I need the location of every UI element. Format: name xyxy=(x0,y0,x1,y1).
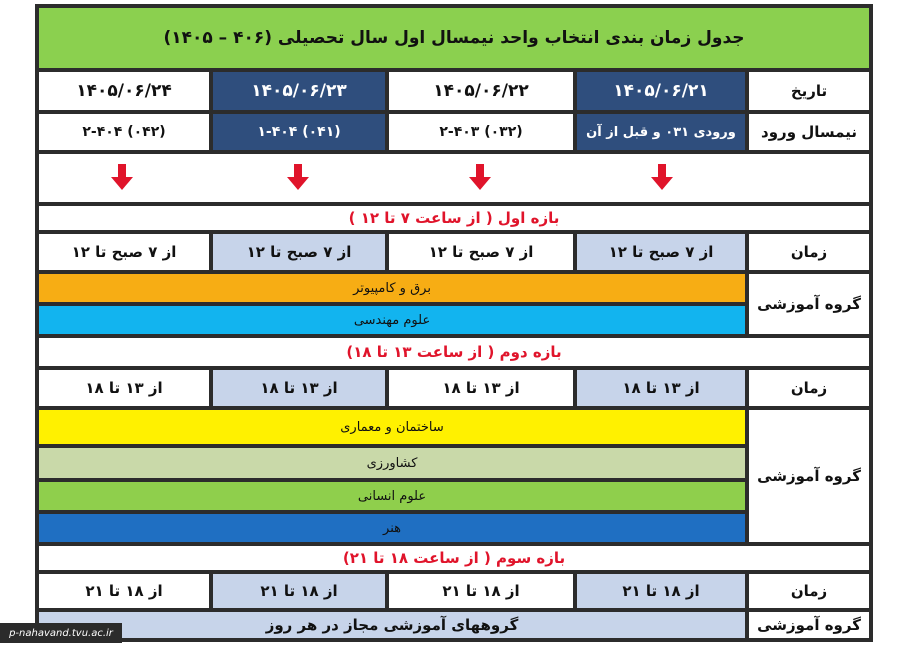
time-label: زمان xyxy=(747,232,871,272)
date-label: تاریخ xyxy=(747,70,871,112)
arrow-down-icon xyxy=(469,164,491,190)
range2-time-3: از ۱۳ تا ۱۸ xyxy=(211,368,387,408)
range3-time-1: از ۱۸ تا ۲۱ xyxy=(575,572,747,610)
date-cell-2: ۱۴۰۵/۰۶/۲۲ xyxy=(387,70,575,112)
date-cell-3: ۱۴۰۵/۰۶/۲۳ xyxy=(211,70,387,112)
range3-title: بازه سوم ( از ساعت ۱۸ تا ۲۱) xyxy=(37,544,871,572)
table-title: جدول زمان بندی انتخاب واحد نیمسال اول سال تحصیلی (۴۰۶ – ۱۴۰۵) xyxy=(37,6,871,70)
arrow-down-icon xyxy=(111,164,133,190)
schedule-table xyxy=(35,4,873,642)
arrow-down-icon xyxy=(651,164,673,190)
range2-time-2: از ۱۳ تا ۱۸ xyxy=(387,368,575,408)
range3-time-4: از ۱۸ تا ۲۱ xyxy=(37,572,211,610)
range1-title: بازه اول ( از ساعت ۷ تا ۱۲ ) xyxy=(37,204,871,232)
semester-label: نیمسال ورود xyxy=(747,112,871,152)
range2-time-1: از ۱۳ تا ۱۸ xyxy=(575,368,747,408)
semester-cell-3: (۰۴۱) ۱-۴۰۴ xyxy=(211,112,387,152)
group-electrical-computer: برق و کامپیوتر xyxy=(37,272,747,304)
group-humanities: علوم انسانی xyxy=(37,480,747,512)
range3-time-2: از ۱۸ تا ۲۱ xyxy=(387,572,575,610)
semester-cell-2: (۰۳۲) ۲-۴۰۳ xyxy=(387,112,575,152)
arrow-row xyxy=(37,152,871,204)
date-cell-1: ۱۴۰۵/۰۶/۲۱ xyxy=(575,70,747,112)
watermark-badge: p-nahavand.tvu.ac.ir xyxy=(0,623,122,643)
group-label: گروه آموزشی xyxy=(747,272,871,336)
group-allowed-daily: گروههای آموزشی مجاز در هر روز xyxy=(37,610,747,640)
time-label: زمان xyxy=(747,368,871,408)
time-label: زمان xyxy=(747,572,871,610)
semester-cell-4: (۰۴۲) ۲-۴۰۴ xyxy=(37,112,211,152)
range3-time-3: از ۱۸ تا ۲۱ xyxy=(211,572,387,610)
range2-time-4: از ۱۳ تا ۱۸ xyxy=(37,368,211,408)
range1-time-1: از ۷ صبح تا ۱۲ xyxy=(575,232,747,272)
range1-time-2: از ۷ صبح تا ۱۲ xyxy=(387,232,575,272)
group-construction-architecture: ساختمان و معماری xyxy=(37,408,747,446)
group-label: گروه آموزشی xyxy=(747,610,871,640)
group-art: هنر xyxy=(37,512,747,544)
group-engineering-sciences: علوم مهندسی xyxy=(37,304,747,336)
range2-title: بازه دوم ( از ساعت ۱۳ تا ۱۸) xyxy=(37,336,871,368)
range1-time-3: از ۷ صبح تا ۱۲ xyxy=(211,232,387,272)
arrow-down-icon xyxy=(287,164,309,190)
range1-time-4: از ۷ صبح تا ۱۲ xyxy=(37,232,211,272)
date-cell-4: ۱۴۰۵/۰۶/۲۴ xyxy=(37,70,211,112)
semester-cell-1: ورودی ۰۳۱ و قبل از آن xyxy=(575,112,747,152)
group-agriculture: کشاورزی xyxy=(37,446,747,480)
group-label: گروه آموزشی xyxy=(747,408,871,544)
